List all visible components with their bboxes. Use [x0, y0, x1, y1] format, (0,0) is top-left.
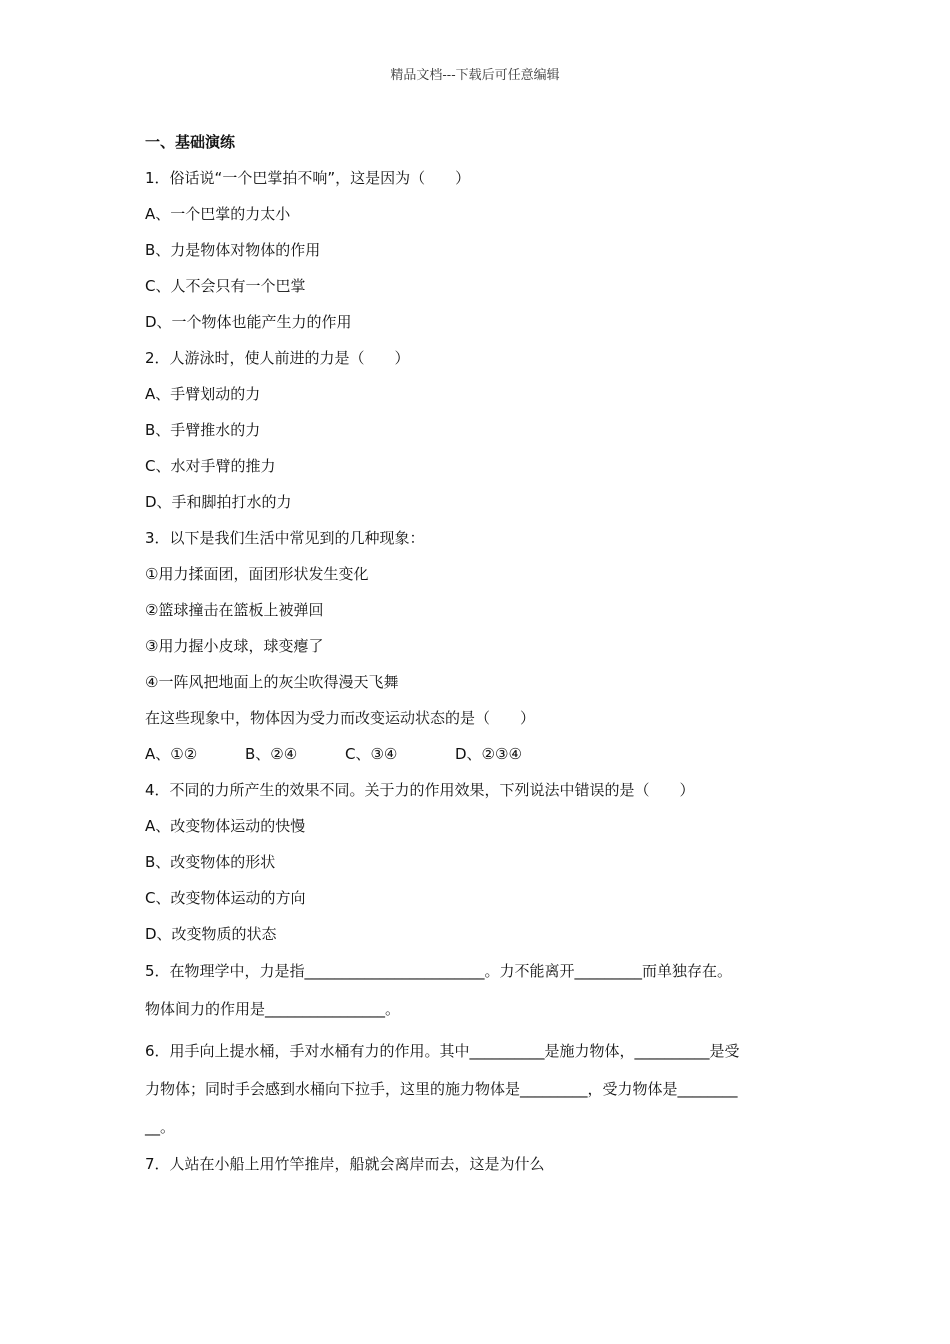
question-3-phenomenon-2: ②篮球撞击在篮板上被弹回 — [145, 601, 324, 619]
question-2-option-b: B、手臂推水的力 — [145, 421, 261, 439]
question-2-option-c: C、水对手臂的推力 — [145, 457, 276, 475]
question-5-line-2: 物体间力的作用是________________。 — [145, 1000, 401, 1018]
question-6-line-2: 力物体；同时手会感到水桶向下拉手，这里的施力物体是_________，受力物体是________ — [145, 1080, 738, 1098]
question-3-phenomenon-4: ④一阵风把地面上的灰尘吹得漫天飞舞 — [145, 673, 399, 691]
section-title: 一、基础演练 — [145, 133, 236, 151]
question-3-option-c: C、③④ — [345, 745, 398, 763]
question-4-option-d: D、改变物质的状态 — [145, 925, 277, 943]
question-2-option-d: D、手和脚拍打水的力 — [145, 493, 292, 511]
page-header: 精品文档---下载后可任意编辑 — [390, 68, 560, 83]
question-4-option-a: A、改变物体运动的快慢 — [145, 817, 306, 835]
question-3-phenomenon-3: ③用力握小皮球，球变瘪了 — [145, 637, 324, 655]
question-6-line-3: __。 — [145, 1118, 176, 1136]
question-2-option-a: A、手臂划动的力 — [145, 385, 261, 403]
question-1-option-a: A、一个巴掌的力太小 — [145, 205, 291, 223]
question-1-option-c: C、人不会只有一个巴掌 — [145, 277, 306, 295]
question-3-question: 在这些现象中，物体因为受力而改变运动状态的是（ ） — [145, 709, 536, 727]
worksheet-content — [145, 124, 825, 1182]
question-4-stem: 4．不同的力所产生的效果不同。关于力的作用效果，下列说法中错误的是（ ） — [145, 781, 695, 799]
question-6-line-1: 6．用手向上提水桶，手对水桶有力的作用。其中__________是施力物体，__________是受 — [145, 1042, 740, 1060]
question-3-option-a: A、①② — [145, 745, 198, 763]
question-3-phenomenon-1: ①用力揉面团，面团形状发生变化 — [145, 565, 369, 583]
question-7-stem: 7．人站在小船上用竹竿推岸，船就会离岸而去，这是为什么 — [145, 1155, 545, 1173]
question-3-options — [145, 736, 825, 772]
question-2-stem: 2．人游泳时，使人前进的力是（ ） — [145, 349, 410, 367]
question-3-option-d: D、②③④ — [455, 745, 522, 763]
question-4-option-c: C、改变物体运动的方向 — [145, 889, 306, 907]
question-3-stem: 3．以下是我们生活中常见到的几种现象： — [145, 529, 425, 547]
question-5-line-1: 5．在物理学中，力是指________________________。力不能离开_________而单独存在。 — [145, 962, 733, 980]
question-1-option-d: D、一个物体也能产生力的作用 — [145, 313, 352, 331]
question-4-option-b: B、改变物体的形状 — [145, 853, 276, 871]
question-1-stem: 1．俗话说“一个巴掌拍不响”，这是因为（ ） — [145, 169, 471, 187]
question-1-option-b: B、力是物体对物体的作用 — [145, 241, 321, 259]
question-3-option-b: B、②④ — [245, 745, 298, 763]
